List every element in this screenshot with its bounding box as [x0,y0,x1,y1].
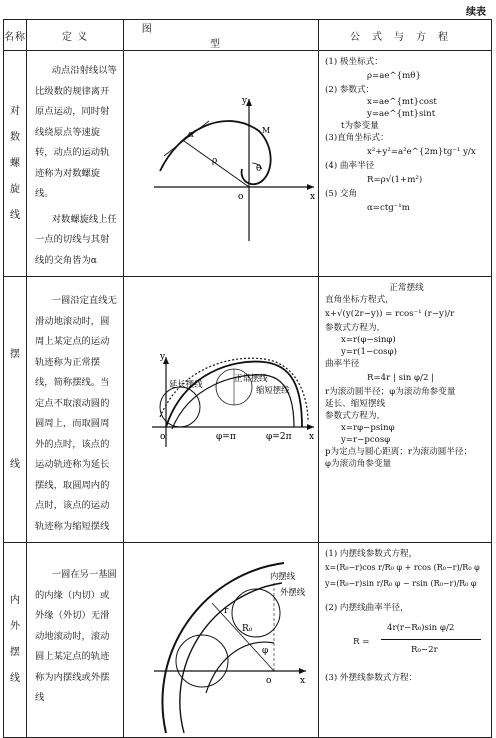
definition-text: 动点沿射线以等比级数的规律离开原点运动，同时射线绕原点等速旋转，动点的运动轨迹称为对数螺旋线。 [35,65,117,199]
row-name [4,51,27,277]
formula-eq: x²+y²=a²e^{2m}tg⁻¹ y/x [367,147,476,157]
inner-label: 内摆线 [270,571,296,581]
formula-line: 直角坐标方程式， [325,295,394,305]
origin-label: o [160,432,166,442]
theta-label: θ [256,164,262,174]
row-epicycloid [4,543,492,738]
curve-normal-label: 正常摆线 [234,373,268,383]
figure-cell [124,51,319,277]
header-definition: 定 义 [27,20,124,51]
row-cycloid [4,277,492,543]
header-figure-right: 型 [210,39,232,50]
curve-table [3,19,492,738]
formula-line: 延长、缩短摆线 [325,399,386,409]
m-label: M [262,126,271,135]
curvature-formula [325,614,488,672]
curve-long-label: 延长摆线 [169,379,203,389]
rho-label: ρ [212,156,218,166]
row-name-text: 内外摆线 [10,595,20,684]
axis-y-label: y [242,96,248,106]
formula-line: 参数式方程为， [325,411,386,421]
epicycloid-figure [124,543,319,738]
definition-text: 一圆沿定直线无滑动地滚动时，圆周上某定点的运动轨迹称为正常摆线，简称摆线。当定点不取滚动圆的圆周上，而取圆周外的点时，该点的运动轨迹称为延长摆线，取圆周内的点时，该点的运动轨迹称为缩短摆线 [35,295,117,532]
cycloid-figure [124,277,319,535]
formula-line: (1) 极坐标式： [325,57,383,67]
phi-label: φ [262,646,269,656]
origin-label: o [238,192,244,202]
formula-eq: y=r−pcosφ [341,435,391,445]
curvature-denominator: R₀−2r [411,645,438,655]
origin-label: o [266,676,272,686]
formula-eq: R=4r | sin φ/2 | [367,373,435,383]
formula-line: (5) 交角 [325,189,358,199]
formula-cell [319,51,492,277]
formula-eq: x=(R₀−r)cos r/R₀ φ + rcos (R₀−r)/R₀ φ [325,563,480,572]
curve-short-label: 缩短摆线 [256,385,290,395]
alpha-label: α [188,130,195,140]
formula-line: (3)直角坐标式： [325,133,389,143]
axis-x-label: x [300,676,306,686]
phi-2pi-label: φ=2π [266,432,292,442]
row-name [4,277,27,543]
row-log-spiral [4,51,492,277]
axis-y-label: y [160,352,166,362]
axis-x-label: x [310,192,316,202]
r-label: r [224,606,229,616]
formula-eq: y=r(1−cosφ) [341,347,397,357]
fraction-bar [381,639,481,640]
formula-note: t为参变量 [341,121,379,131]
formula-eq: x=ae^{mt}cost [367,97,437,107]
formula-eq: y=ae^{mt}sint [367,109,436,119]
formula-eq: x=rφ−psinφ [341,423,395,433]
row-name [4,543,27,738]
formula-cell [319,277,492,543]
formula-note: φ为滚动角参变量 [325,459,392,469]
formula-line: (4) 曲率半径 [325,161,375,171]
formula-eq: α=ctg⁻¹m [367,203,410,213]
header-row [4,20,492,51]
row-name-text: 对数螺旋线 [10,105,20,221]
definition-text: 一圆在另一基圆的内缘（内切）或外缘（外切）无滑动地滚动时，滚动圆上某定点的轨迹称为内摆线或外摆线 [35,569,117,703]
formula-heading: 正常摆线 [389,283,424,293]
phi-pi-label: φ=π [216,432,236,442]
row-name-text: 摆线 [10,348,20,470]
formula-line: (3) 外摆线参数式方程： [325,673,418,683]
definition-cell [27,543,124,738]
curvature-lhs: R = [353,637,370,647]
figure-cell [124,543,319,738]
header-name: 名称 [4,20,27,51]
formula-eq: x=r(φ−sinφ) [341,335,396,345]
formula-eq: x+√(y(2r−y)) = rcos⁻¹ (r−y)/r [325,309,455,319]
header-figure-left: 图 [141,24,164,35]
definition-text: 对数螺旋线上任一点的切线与其射线的交角皆为α [35,213,117,266]
definition-cell [27,277,124,543]
formula-line: (2) 内摆线曲率半径， [325,603,409,613]
formula-line: 参数式方程为， [325,323,386,333]
formula-eq: ρ=ae^{mθ} [367,71,421,81]
r0-label: R₀ [242,624,253,634]
formula-eq: y=(R₀−r)sin r/R₀ φ − rsin (R₀−r)/R₀ φ [325,579,477,588]
axis-x-label: x [309,432,315,442]
figure-cell [124,277,319,543]
header-figure [124,20,319,51]
outer-label: 外摆线 [280,587,306,597]
formula-line: (2) 参数式： [325,85,375,95]
formula-line: 曲率半径 [325,359,360,369]
formula-cell [319,543,492,738]
log-spiral-figure [124,51,319,251]
definition-cell [27,51,124,277]
formula-note: r为滚动圆半径；φ为滚动角参变量 [325,387,456,397]
formula-eq: R=ρ√(1+m²) [367,175,423,185]
header-formula: 公式与方程 [319,20,492,51]
formula-note: p为定点与圆心距离；r为滚动圆半径； [325,447,473,457]
formula-line: (1) 内摆线参数式方程， [325,549,418,559]
curvature-numerator: 4r(r−R₀)sin φ/2 [387,623,455,633]
continued-label: 续表 [466,7,486,18]
